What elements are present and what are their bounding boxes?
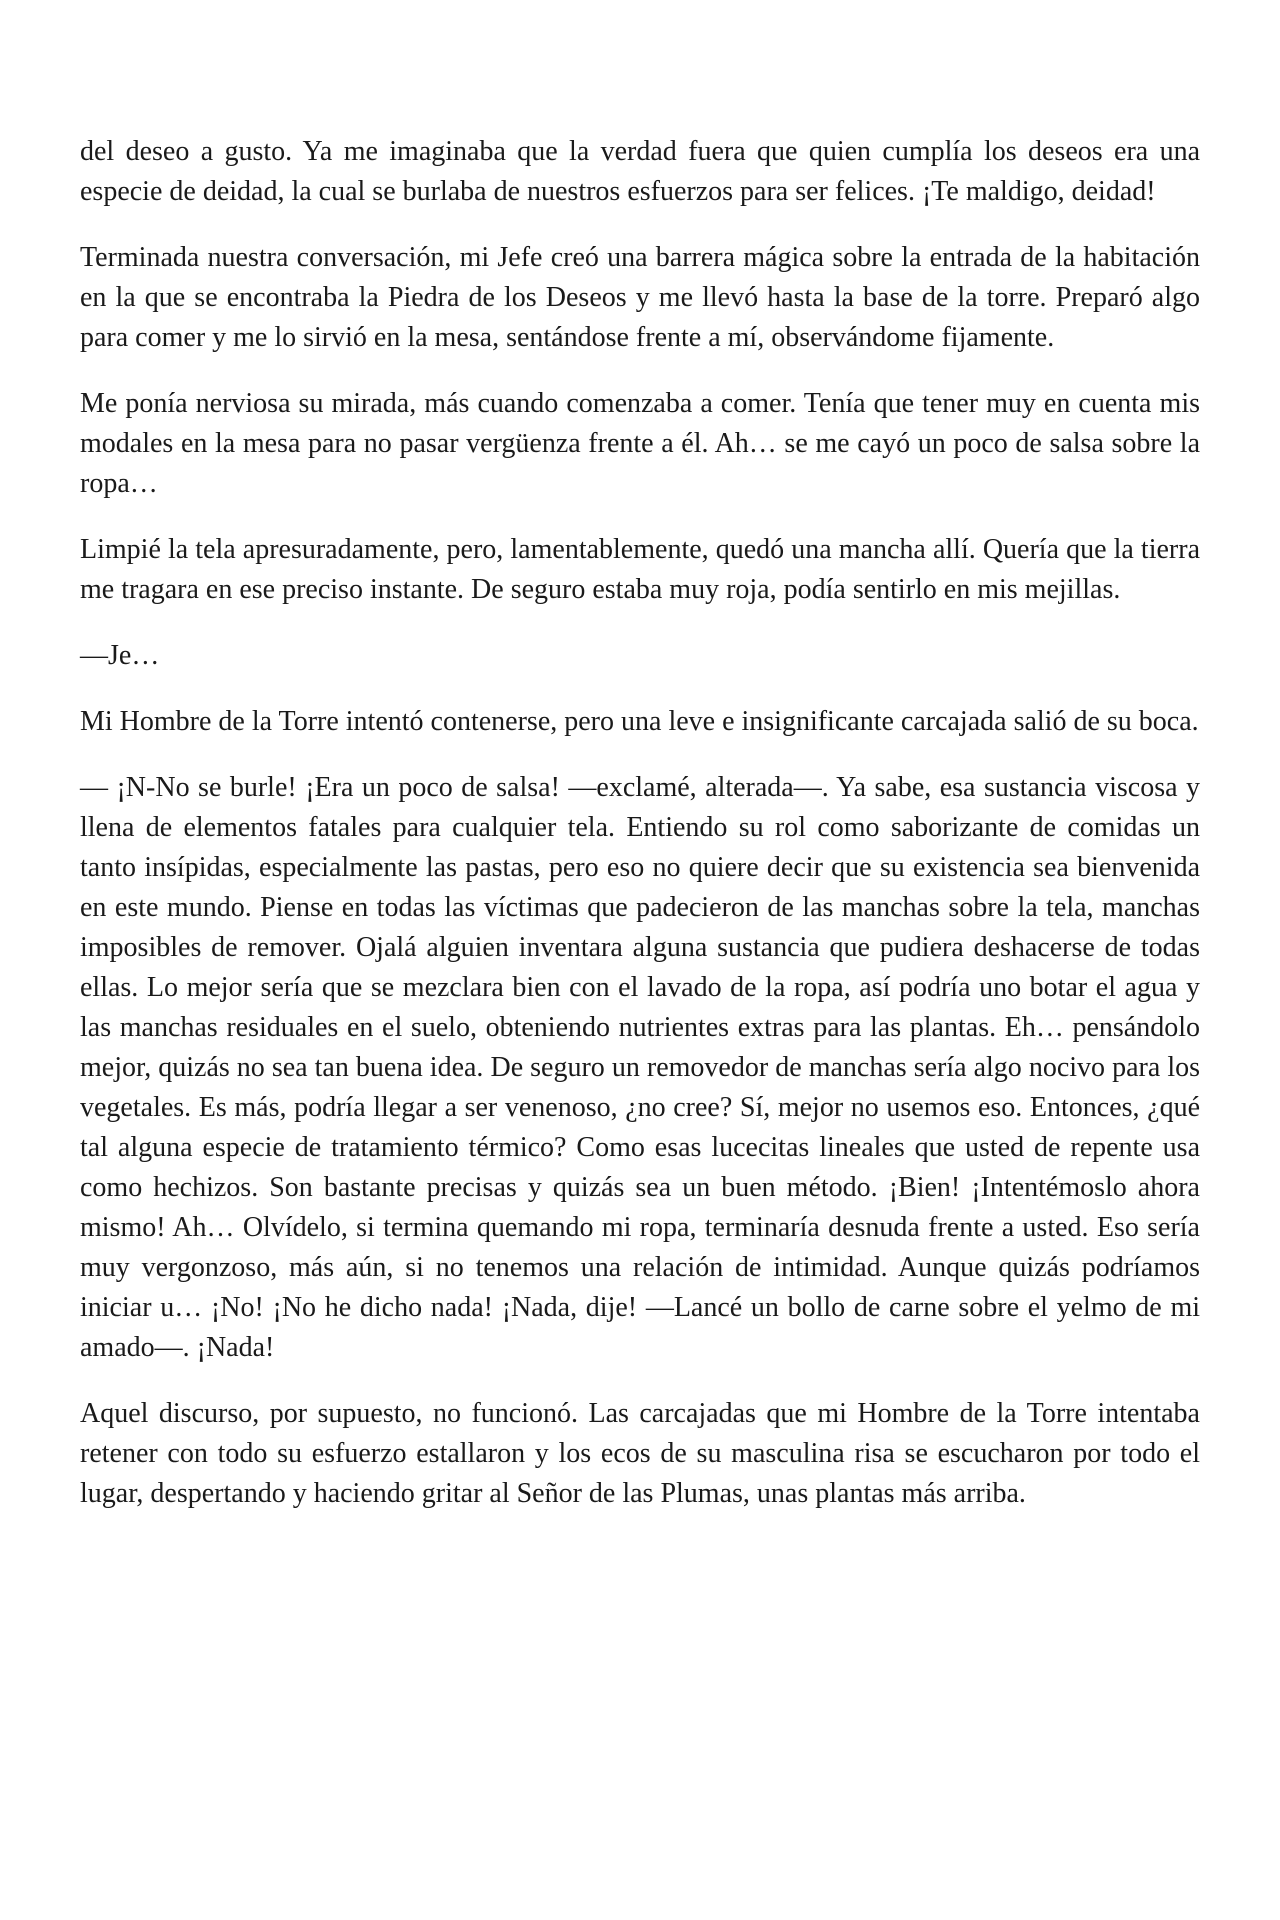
paragraph-2: Terminada nuestra conversación, mi Jefe creó una barrera mágica sobre la entrada de la habitación en la que se encontraba la Piedra de los Deseos y me llevó hasta la base de la torre. Preparó algo para comer y me lo sirvió en la mesa, sentándose frente a mí, observándome fijamente. — [80, 242, 1200, 353]
paragraph-6: Mi Hombre de la Torre intentó contenerse, pero una leve e insignificante carcajada salió de su boca. — [80, 706, 1199, 737]
paragraph-7: — ¡N-No se burle! ¡Era un poco de salsa! —exclamé, alterada—. Ya sabe, esa sustancia viscosa y llena de elementos fatales para cualquier tela. Entiendo su rol como saborizante de comidas un tanto insípidas, especialmente las pastas, pero eso no quiere decir que su existencia sea bienvenida en este mundo. Piense en todas las víctimas que padecieron de las manchas sobre la tela, manchas imposibles de remover. Ojalá alguien inventara alguna sustancia que pudiera deshacerse de todas ellas. Lo mejor sería que se mezclara bien con el lavado de la ropa, así podría uno botar el agua y las manchas residuales en el suelo, obteniendo nutrientes extras para las plantas. Eh… pensándolo mejor, quizás no sea tan buena idea. De seguro un removedor de manchas sería algo nocivo para los vegetales. Es más, podría llegar a ser venenoso, ¿no cree? Sí, mejor no usemos eso. Entonces, ¿qué tal alguna especie de tratamiento térmico? Como esas lucecitas lineales que usted de repente usa como hechizos. Son bastante precisas y quizás sea un buen método. ¡Bien! ¡Intentémoslo ahora mismo! Ah… Olvídelo, si termina quemando mi ropa, terminaría desnuda frente a usted. Eso sería muy vergonzoso, más aún, si no tenemos una relación de intimidad. Aunque quizás podríamos iniciar u… ¡No! ¡No he dicho nada! ¡Nada, dije! —Lancé un bollo de carne sobre el yelmo de mi amado—. ¡Nada! — [80, 772, 1200, 1363]
body-text — [80, 132, 1200, 1514]
paragraph-8: Aquel discurso, por supuesto, no funcionó. Las carcajadas que mi Hombre de la Torre intentaba retener con todo su esfuerzo estallaron y los ecos de su masculina risa se escucharon por todo el lugar, despertando y haciendo gritar al Señor de las Plumas, unas plantas más arriba. — [80, 1398, 1200, 1509]
paragraph-1: del deseo a gusto. Ya me imaginaba que la verdad fuera que quien cumplía los deseos era una especie de deidad, la cual se burlaba de nuestros esfuerzos para ser felices. ¡Te maldigo, deidad! — [80, 136, 1200, 207]
paragraph-5: —Je… — [80, 640, 160, 671]
paragraph-4: Limpié la tela apresuradamente, pero, lamentablemente, quedó una mancha allí. Quería que la tierra me tragara en ese preciso instante. De seguro estaba muy roja, podía sentirlo en mis mejillas. — [80, 534, 1200, 605]
paragraph-3: Me ponía nerviosa su mirada, más cuando comenzaba a comer. Tenía que tener muy en cuenta mis modales en la mesa para no pasar vergüenza frente a él. Ah… se me cayó un poco de salsa sobre la ropa… — [80, 388, 1200, 499]
